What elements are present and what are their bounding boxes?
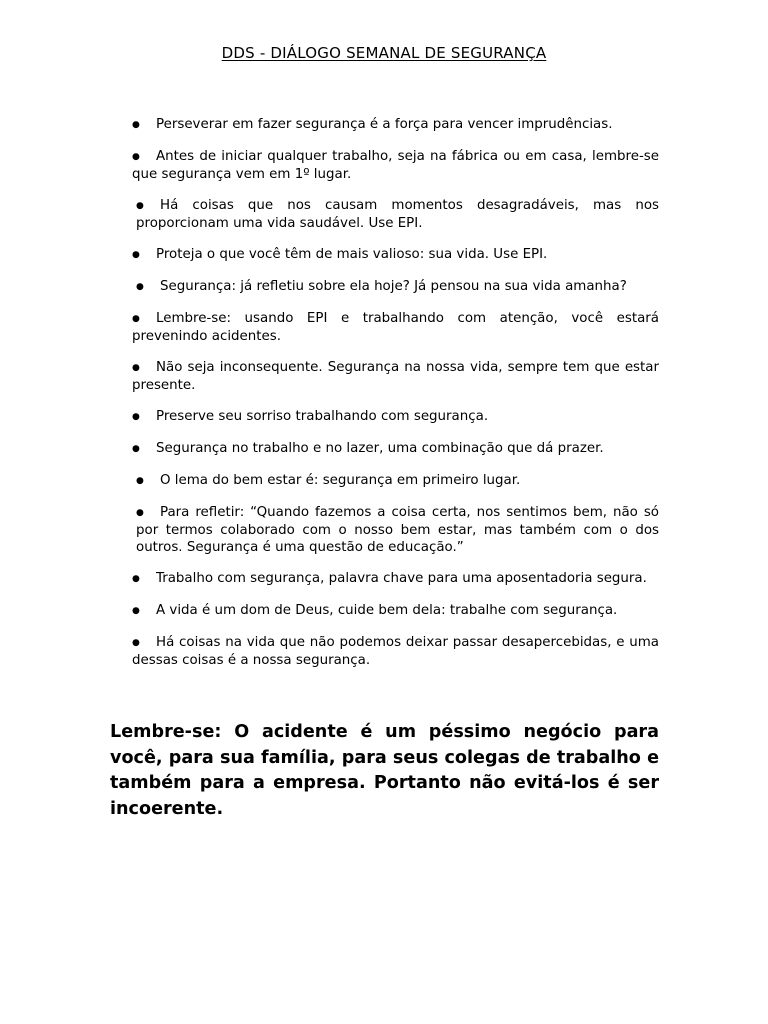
bullet-icon: ● bbox=[132, 363, 140, 373]
list-item bbox=[131, 116, 659, 134]
bullet-icon: ● bbox=[132, 314, 140, 324]
list-item-text: Há coisas na vida que não podemos deixar passar desapercebidas, e uma dessas coisas é a nossa segurança. bbox=[132, 635, 659, 668]
safety-tips-list bbox=[131, 116, 659, 683]
list-item bbox=[131, 197, 659, 232]
list-item bbox=[131, 408, 659, 426]
bullet-icon: ● bbox=[136, 201, 144, 211]
bullet-icon: ● bbox=[132, 250, 140, 260]
page-title-text: DDS - DIÁLOGO SEMANAL DE SEGURANÇA bbox=[221, 44, 547, 62]
bullet-icon: ● bbox=[132, 412, 140, 422]
list-item-text: O lema do bem estar é: segurança em primeiro lugar. bbox=[160, 473, 521, 488]
page-title bbox=[0, 44, 768, 62]
bullet-icon: ● bbox=[136, 476, 144, 486]
list-item bbox=[131, 278, 659, 296]
list-item-text: Há coisas que nos causam momentos desagradáveis, mas nos proporcionam uma vida saudável. Use EPI. bbox=[136, 198, 659, 231]
list-item-text: Não seja inconsequente. Segurança na nossa vida, sempre tem que estar presente. bbox=[132, 360, 659, 393]
bullet-icon: ● bbox=[132, 574, 140, 584]
bullet-icon: ● bbox=[132, 120, 140, 130]
list-item bbox=[131, 504, 659, 556]
list-item bbox=[131, 440, 659, 458]
list-item bbox=[131, 310, 659, 345]
bullet-icon: ● bbox=[132, 444, 140, 454]
list-item-text: A vida é um dom de Deus, cuide bem dela: trabalhe com segurança. bbox=[156, 603, 618, 618]
list-item bbox=[131, 148, 659, 183]
list-item bbox=[131, 634, 659, 669]
list-item bbox=[131, 246, 659, 264]
bullet-icon: ● bbox=[132, 606, 140, 616]
list-item-text: Proteja o que você têm de mais valioso: sua vida. Use EPI. bbox=[156, 247, 548, 262]
list-item-text: Antes de iniciar qualquer trabalho, seja na fábrica ou em casa, lembre-se que segurança vem em 1º lugar. bbox=[132, 149, 659, 182]
list-item bbox=[131, 472, 659, 490]
bullet-icon: ● bbox=[132, 152, 140, 162]
bullet-icon: ● bbox=[136, 508, 144, 518]
list-item-text: Lembre-se: usando EPI e trabalhando com atenção, você estará prevenindo acidentes. bbox=[132, 311, 659, 344]
list-item bbox=[131, 570, 659, 588]
list-item-text: Para refletir: “Quando fazemos a coisa certa, nos sentimos bem, não só por termos colaborado com o nosso bem estar, mas também com o dos outros. Segurança é uma questão de educação.” bbox=[136, 505, 659, 555]
list-item-text: Trabalho com segurança, palavra chave para uma aposentadoria segura. bbox=[156, 571, 647, 586]
list-item bbox=[131, 359, 659, 394]
list-item-text: Perseverar em fazer segurança é a força para vencer imprudências. bbox=[156, 117, 613, 132]
list-item-text: Preserve seu sorriso trabalhando com segurança. bbox=[156, 409, 489, 424]
list-item-text: Segurança: já refletiu sobre ela hoje? Já pensou na sua vida amanha? bbox=[160, 279, 627, 294]
list-item-text: Segurança no trabalho e no lazer, uma combinação que dá prazer. bbox=[156, 441, 604, 456]
closing-statement: Lembre-se: O acidente é um péssimo negócio para você, para sua família, para seus colegas de trabalho e também para a empresa. Portanto não evitá-los é ser incoerente. bbox=[110, 722, 659, 819]
bullet-icon: ● bbox=[132, 638, 140, 648]
list-item bbox=[131, 602, 659, 620]
bullet-icon: ● bbox=[136, 282, 144, 292]
